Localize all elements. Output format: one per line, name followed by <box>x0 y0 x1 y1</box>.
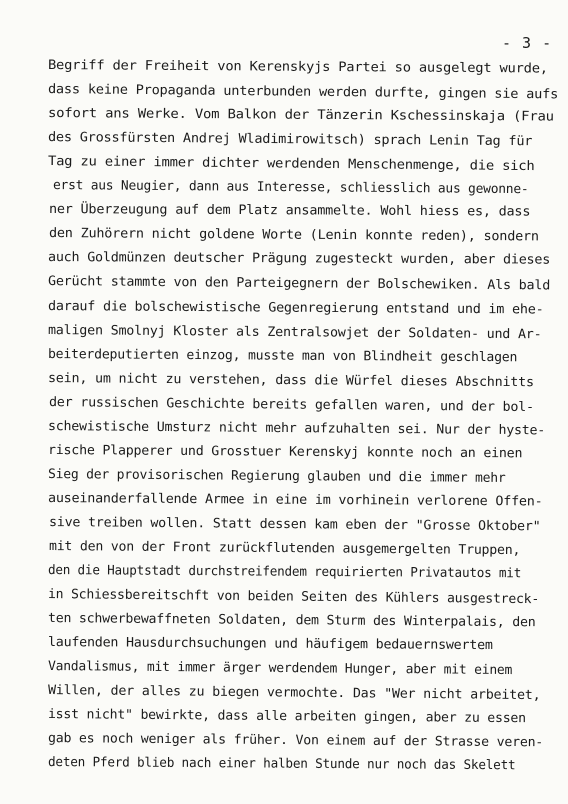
text-line: ner Überzeugung auf dem Platz ansammelte. Wohl hiess es, dass <box>48 202 531 220</box>
text-line: Sieg der provisorischen Regierung glauben und die immer mehr <box>47 466 506 486</box>
text-line: den Zuhörern nicht goldene Worte (Lenin konnte reden), sondern <box>48 226 539 245</box>
text-line: Gerücht stammte von den Parteigegnern der Bolschewiken. Als bald <box>47 274 551 294</box>
text-line: Willen, der alles zu biegen vermochte. Das "Wer nicht arbeitet, <box>47 683 541 704</box>
text-line: der russischen Geschichte bereits gefallen waren, und der bol- <box>48 394 534 415</box>
text-line: gab es noch weniger als früher. Von einem auf der Strasse veren- <box>47 731 544 751</box>
text-line: den die Hauptstadt durchstreifendem requirierten Privatautos mit <box>47 563 522 582</box>
text-line: deten Pferd blieb nach einer halben Stunde nur noch das Skelett <box>47 755 516 774</box>
text-line: maligen Smolnyj Kloster als Zentralsowjet der Soldaten- und Ar- <box>47 322 542 342</box>
text-line: dass keine Propaganda unterbunden werden durfte, gingen sie aufs <box>47 82 559 103</box>
text-line: in Schiessbereitschft von beiden Seiten des Kühlers ausgestreck- <box>47 587 540 608</box>
text-line: isst nicht" bewirkte, dass alle arbeiten gingen, aber zu essen <box>47 707 526 727</box>
text-line: beiterdeputierten einzog, musste man von Blindheit geschlagen <box>47 346 518 365</box>
text-line: Begriff der Freiheit von Kerenskyjs Partei so ausgelegt wurde, <box>47 58 548 77</box>
text-line: ten schwerbewaffneten Soldaten, dem Sturm des Winterpalais, den <box>47 611 536 631</box>
text-line: sein, um nicht zu verstehen, dass die Würfel dieses Abschnitts <box>47 370 534 390</box>
text-line: Vandalismus, mit immer ärger werdendem Hunger, aber mit einem <box>47 659 513 679</box>
text-line: auch Goldmünzen deutscher Prägung zugesteckt wurden, aber dieses <box>47 250 551 269</box>
text-line: rische Plapperer und Grosstuer Kerenskyj konnte noch an einen <box>47 442 523 462</box>
text-line: auseinanderfallende Armee in eine im vorhinein verlorene Offen- <box>47 490 543 510</box>
text-line: des Grossfürsten Andrej Wladimirowitsch) sprach Lenin Tag für <box>47 130 533 150</box>
text-line: mit den von der Front zurückflutenden ausgemergelten Truppen, <box>48 539 521 559</box>
page-number: - 3 - <box>502 34 553 52</box>
text-line: erst aus Neugier, dann aus Interesse, schliesslich aus gewonne- <box>52 178 529 198</box>
text-line: darauf die bolschewistische Gegenregierung entstand und im ehe- <box>47 298 544 317</box>
text-line: sofort ans Werke. Vom Balkon der Tänzerin Kschessinskaja (Frau <box>47 106 554 125</box>
text-line: schewistische Umsturz nicht mehr aufzuhalten sei. Nur der hyste- <box>47 418 546 439</box>
text-line: laufenden Hausdurchsuchungen und häufigem bedauernswertem <box>47 635 493 654</box>
text-line: Tag zu einer immer dichter werdenden Menschenmenge, die sich <box>47 154 535 175</box>
text-line: sive treiben wollen. Statt dessen kam eben der "Grosse Oktober" <box>48 514 541 535</box>
